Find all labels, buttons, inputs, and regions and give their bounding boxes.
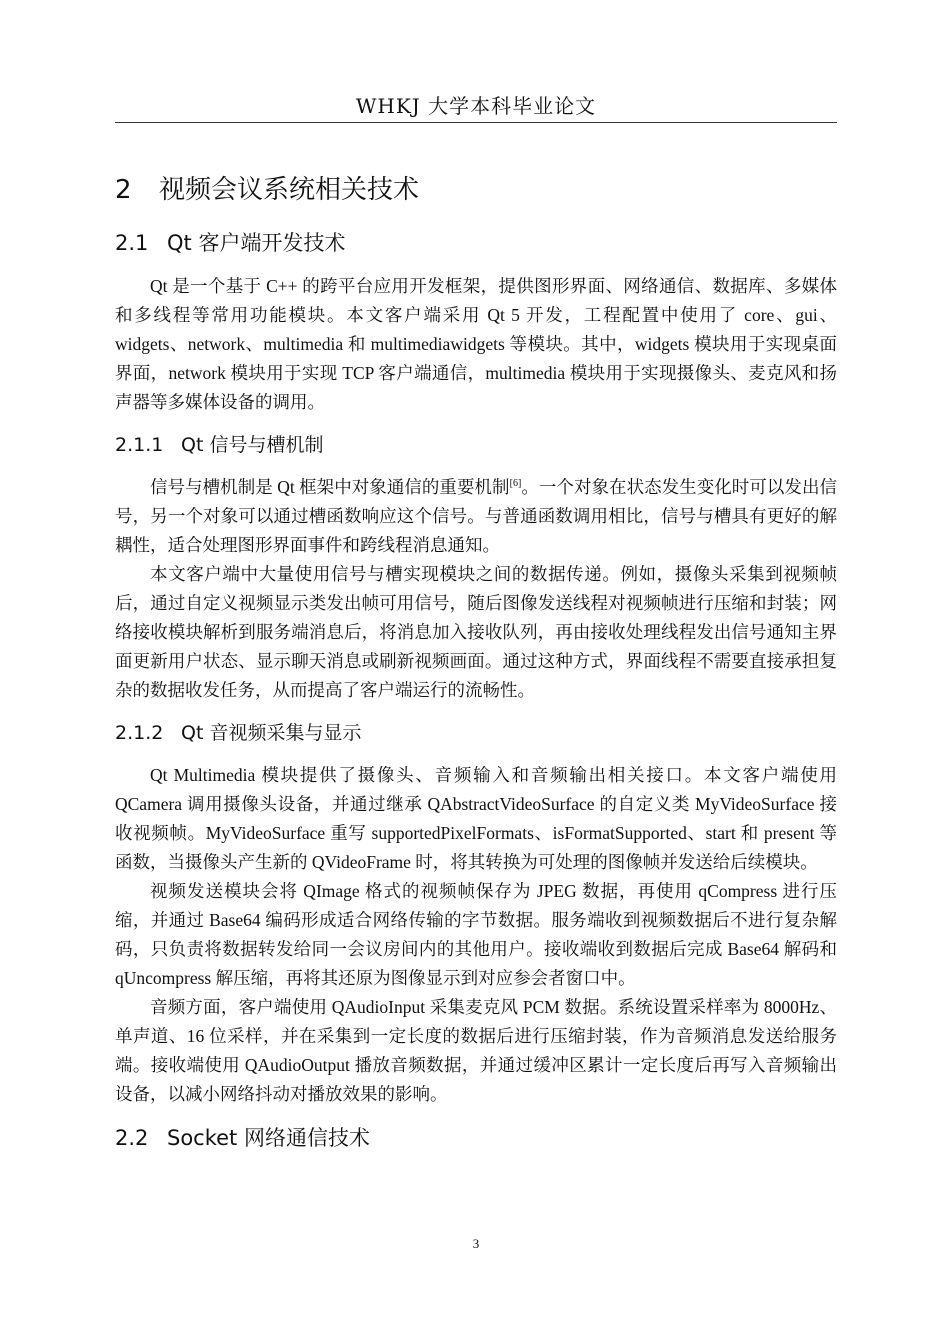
paragraph-qt-intro: Qt 是一个基于 C++ 的跨平台应用开发框架，提供图形界面、网络通信、数据库、多媒体和多线程等常用功能模块。本文客户端采用 Qt 5 开发，工程配置中使用了 core、gui、widgets、network、multimedia 和 multimediawidgets 等模块。其中，widgets 模块用于实现桌面界面，network 模块用于实现 TCP 客户端通信，multimedia 模块用于实现摄像头、麦克风和扬声器等多媒体设备的调用。 — [115, 276, 837, 412]
subsection-heading-2-1-2 — [115, 711, 837, 755]
section-number: 2.1 — [115, 231, 149, 255]
chapter-heading — [115, 160, 837, 220]
subsection-heading-2-1-1 — [115, 423, 837, 467]
subsection-title: Qt 音视频采集与显示 — [181, 722, 362, 744]
paragraph-video-send: 视频发送模块会将 QImage 格式的视频帧保存为 JPEG 数据，再使用 qCompress 进行压缩，并通过 Base64 编码形成适合网络传输的字节数据。服务端收到视频数据后不进行复杂解码，只负责将数据转发给同一会议房间内的其他用户。接收端收到数据后完成 Base64 解码和 qUncompress 解压缩，再将其还原为图像显示到对应参会者窗口中。 — [115, 881, 837, 988]
section-heading-2-1 — [115, 220, 837, 266]
chapter-title: 视频会议系统相关技术 — [159, 175, 420, 205]
section-number: 2.2 — [115, 1126, 149, 1150]
running-header: WHKJ 大学本科毕业论文 — [355, 94, 597, 118]
page-body — [115, 160, 837, 1161]
page-number: 3 — [472, 1236, 480, 1251]
subsection-title: Qt 信号与槽机制 — [181, 434, 324, 456]
section-heading-2-2 — [115, 1115, 837, 1161]
paragraph-multimedia: Qt Multimedia 模块提供了摄像头、音频输入和音频输出相关接口。本文客户端使用 QCamera 调用摄像头设备，并通过继承 QAbstractVideoSurface 的自定义类 MyVideoSurface 接收视频帧。MyVideoSurface 重写 supportedPixelFormats、isFormatSupported、start 和 present 等函数，当摄像头产生新的 QVideoFrame 时，将其转换为可处理的图像帧并发送给后续模块。 — [115, 765, 837, 872]
header-divider — [115, 122, 837, 123]
citation-marker: [6] — [509, 478, 522, 490]
section-title: Qt 客户端开发技术 — [167, 231, 346, 255]
subsection-number: 2.1.1 — [115, 434, 164, 456]
paragraph-audio: 音频方面，客户端使用 QAudioInput 采集麦克风 PCM 数据。系统设置采样率为 8000Hz、单声道、16 位采样，并在采集到一定长度的数据后进行压缩封装，作为音频消息发送给服务端。接收端使用 QAudioOutput 播放音频数据，并通过缓冲区累计一定长度后再写入音频输出设备，以减小网络抖动对播放效果的影响。 — [115, 997, 837, 1104]
paragraph-signal-slot-usage: 本文客户端中大量使用信号与槽实现模块之间的数据传递。例如，摄像头采集到视频帧后，通过自定义视频显示类发出帧可用信号，随后图像发送线程对视频帧进行压缩和封装；网络接收模块解析到服务端消息后，将消息加入接收队列，再由接收处理线程发出信号通知主界面更新用户状态、显示聊天消息或刷新视频画面。通过这种方式，界面线程不需要直接承担复杂的数据收发任务，从而提高了客户端运行的流畅性。 — [115, 564, 837, 700]
chapter-number: 2 — [115, 175, 132, 205]
paragraph-text: 信号与槽机制是 Qt 框架中对象通信的重要机制 — [150, 477, 510, 497]
paragraph-signal-slot — [115, 473, 837, 560]
section-title: Socket 网络通信技术 — [167, 1126, 370, 1150]
paragraph-text: 。一个对象在状态发生变化时可以发出信号，另一个对象可以通过槽函数响应这个信号。与普通函数调用相比，信号与槽具有更好的解耦性，适合处理图形界面事件和跨线程消息通知。 — [115, 477, 838, 555]
subsection-number: 2.1.2 — [115, 722, 164, 744]
